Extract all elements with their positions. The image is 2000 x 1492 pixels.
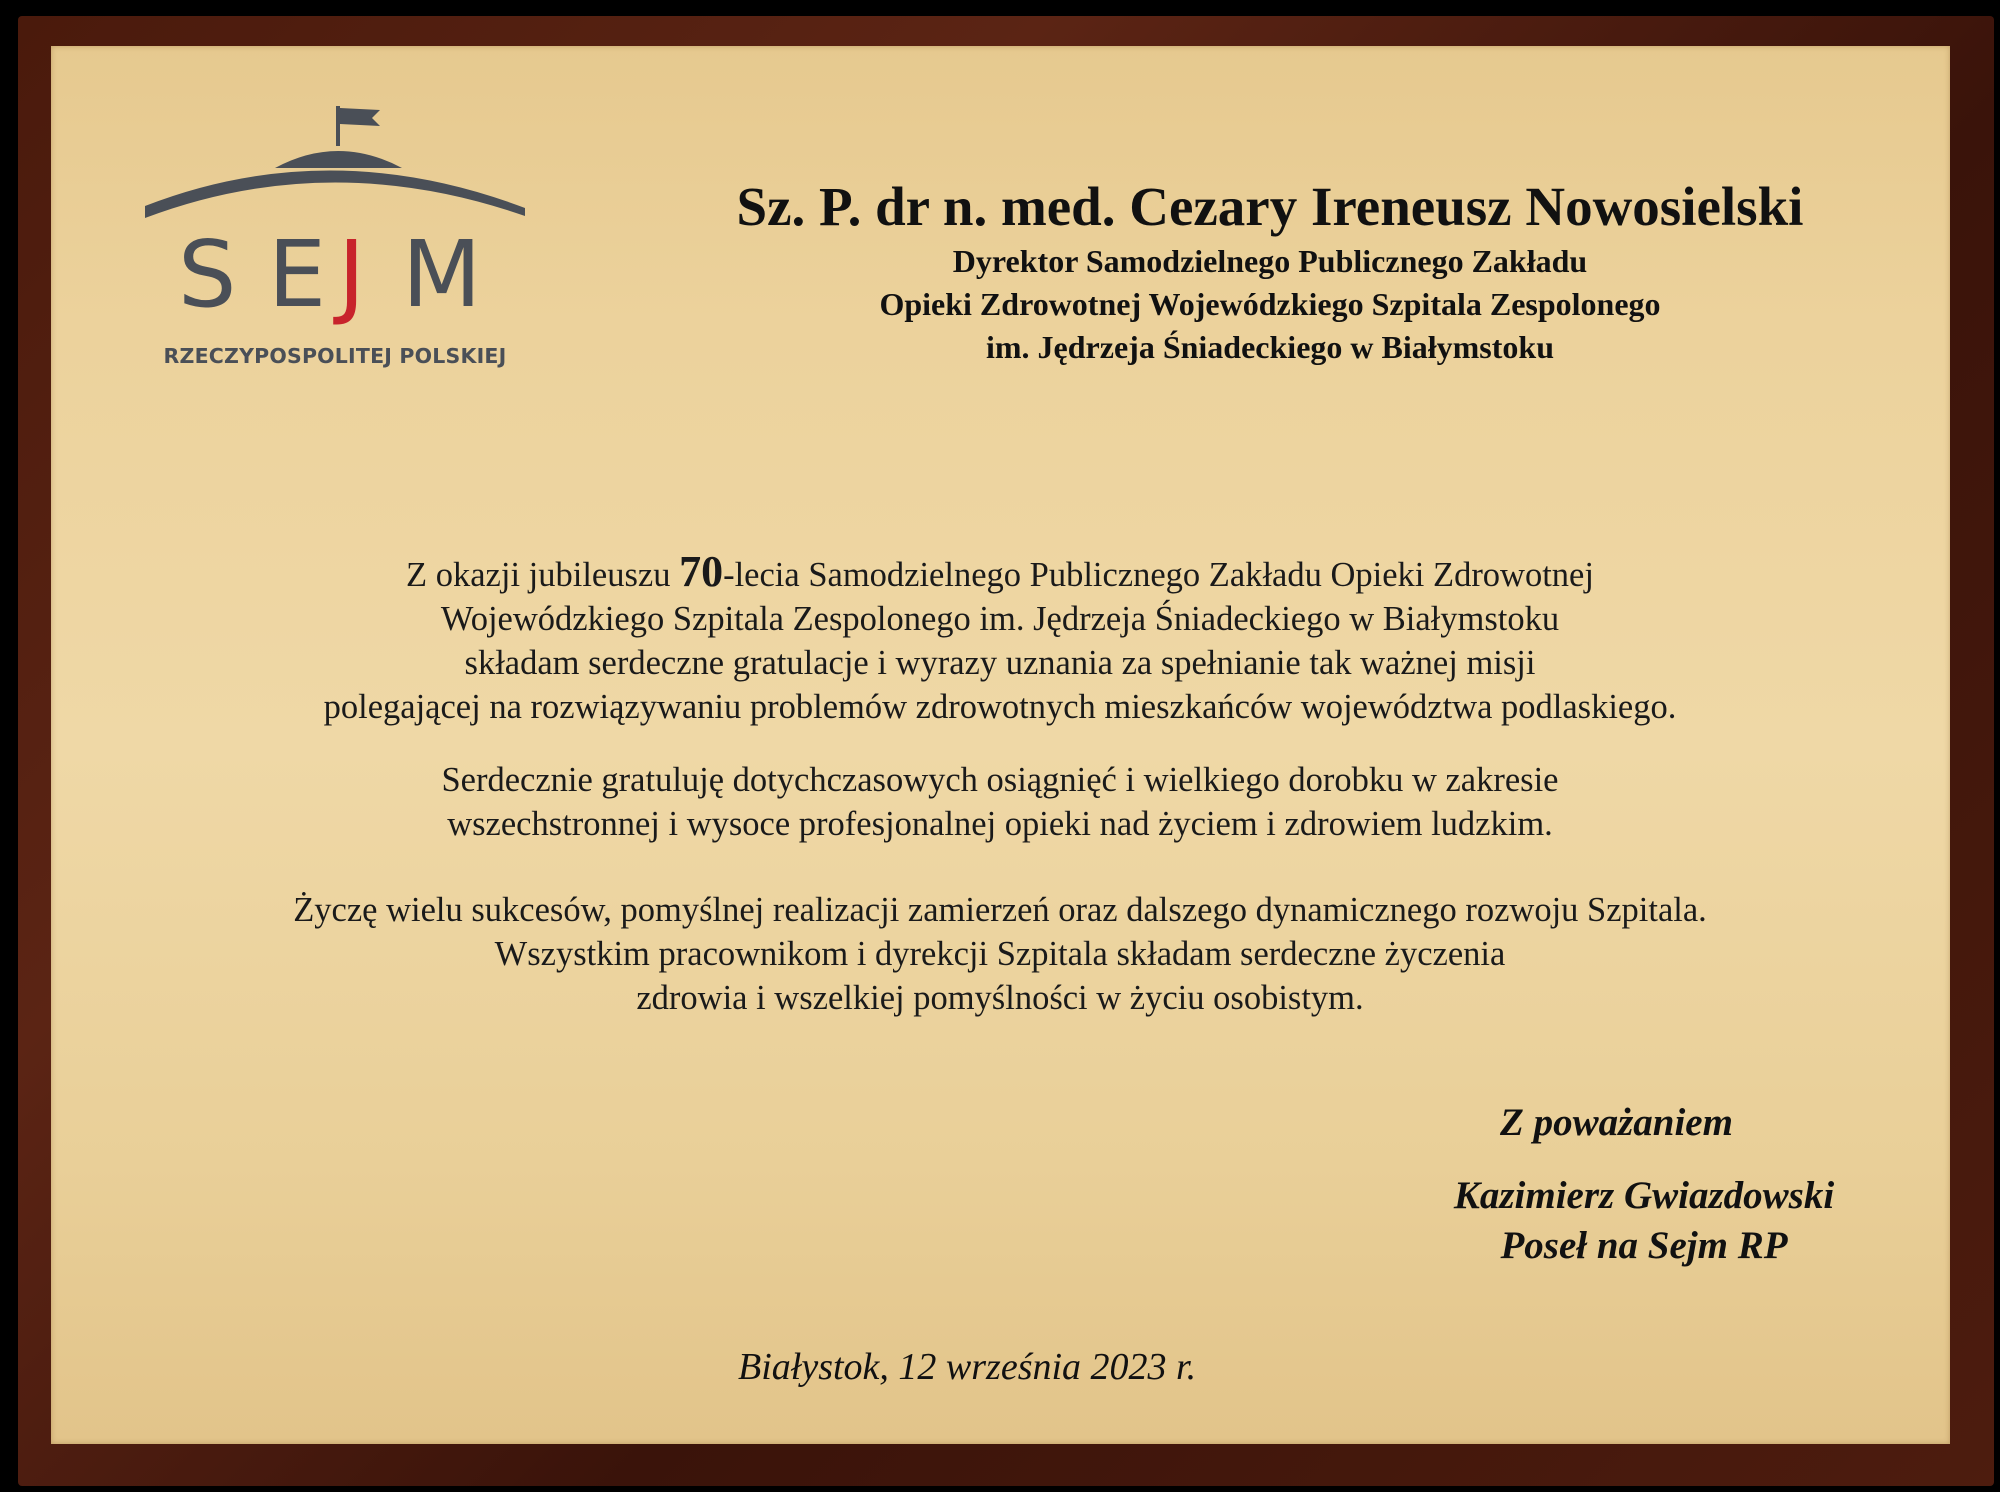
signer-name: Kazimierz Gwiazdowski: [1453, 1174, 1835, 1217]
recipient-header: [640, 174, 1900, 369]
sejm-dome-logo-graphic: [140, 96, 530, 346]
paragraph-1-line-3: składam serdeczne gratulacje i wyrazy uznania za spełnianie tak ważnej misji: [464, 644, 1536, 682]
recipient-title-line-3: im. Jędrzeja Śniadeckiego w Białymstoku: [986, 329, 1554, 365]
paragraph-1-line-1: [100, 547, 1900, 597]
paragraph-3-line-3: zdrowia i wszelkiej pomyślności w życiu osobistym.: [636, 979, 1364, 1017]
paragraph-2-line-2: wszechstronnej i wysoce profesjonalnej opieki nad życiem i zdrowiem ludzkim.: [447, 805, 1553, 843]
recipient-title-line-2: Opieki Zdrowotnej Wojewódzkiego Szpitala Zespolonego: [879, 286, 1661, 322]
place-and-date: Białystok, 12 września 2023 r.: [738, 1346, 1197, 1388]
logo-letter-m: M: [402, 221, 482, 328]
anniversary-number: 70: [679, 547, 724, 596]
paragraph-2-line-1: Serdecznie gratuluję dotychczasowych osiągnięć i wielkiego dorobku w zakresie: [441, 761, 1559, 799]
logo-letter-s: S: [178, 221, 237, 328]
paragraph-congratulations: [100, 758, 1900, 846]
recipient-title-line-1: Dyrektor Samodzielnego Publicznego Zakładu: [952, 243, 1588, 279]
paragraph-wishes: [100, 888, 1900, 1020]
closing-regards: Z poważaniem: [1500, 1101, 1733, 1144]
paragraph-3-line-2: Wszystkim pracownikom i dyrekcji Szpitala składam serdeczne życzenia: [494, 935, 1506, 973]
line-1-text-before: Z okazji jubileuszu: [406, 556, 680, 594]
signer-role: Poseł na Sejm RP: [1500, 1224, 1788, 1267]
signer-block: [1404, 1171, 1884, 1271]
logo-subtitle: RZECZYPOSPOLITEJ POLSKIEJ: [163, 344, 507, 368]
sejm-logo: [140, 96, 530, 386]
recipient-name: Sz. P. dr n. med. Cezary Ireneusz Nowosielski: [736, 176, 1804, 237]
line-1-text-after: -lecia Samodzielnego Publicznego Zakładu Opieki Zdrowotnej: [723, 556, 1594, 594]
logo-letter-e: E: [268, 221, 327, 328]
paragraph-anniversary: [100, 547, 1900, 729]
paragraph-1-line-2: Wojewódzkiego Szpitala Zespolonego im. Jędrzeja Śniadeckiego w Białymstoku: [440, 600, 1560, 638]
logo-letter-j: J: [338, 221, 366, 328]
paragraph-1-line-4: polegającej na rozwiązywaniu problemów zdrowotnych mieszkańców województwa podlaskiego.: [323, 688, 1677, 726]
paragraph-3-line-1: Życzę wielu sukcesów, pomyślnej realizacji zamierzeń oraz dalszego dynamicznego rozwoju Szpitala.: [293, 891, 1707, 929]
